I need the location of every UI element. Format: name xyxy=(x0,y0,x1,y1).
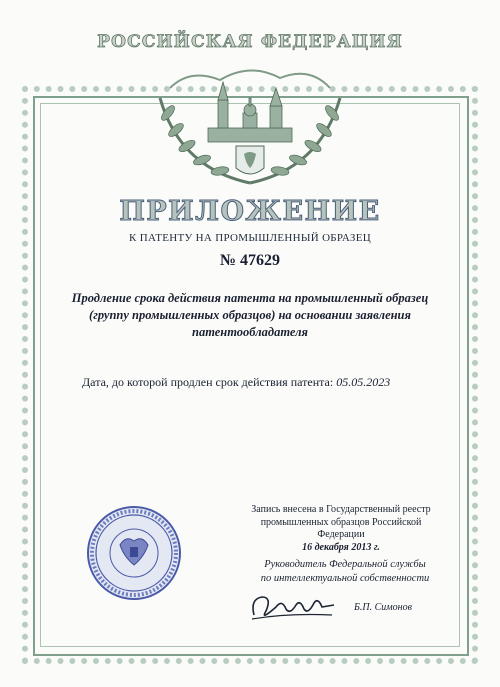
extension-heading xyxy=(70,290,430,341)
extension-date-line xyxy=(82,375,442,390)
registry-note xyxy=(236,504,446,554)
document-subtitle: К ПАТЕНТУ НА ПРОМЫШЛЕННЫЙ ОБРАЗЕЦ xyxy=(129,232,371,244)
patent-number: № 47629 xyxy=(219,252,281,269)
registry-line: промышленных образцов Российской Федерации xyxy=(260,516,422,540)
official-seal-icon xyxy=(86,505,182,601)
registry-date: 16 декабря 2013 г. xyxy=(302,541,380,553)
document-title: ПРИЛОЖЕНИЕ xyxy=(119,196,381,227)
kremlin-emblem-icon xyxy=(140,58,360,198)
position-line: Руководитель Федеральной службы xyxy=(264,559,426,570)
heading-line: (группу промышленных образцов) на основании заявления xyxy=(89,308,411,322)
handwritten-signature xyxy=(248,585,338,625)
heading-line: Продление срока действия патента на промышленный образец xyxy=(71,291,429,305)
position-line: по интеллектуальной собственности xyxy=(260,573,430,584)
country-header: РОССИЙСКАЯ ФЕДЕРАЦИЯ xyxy=(97,32,403,52)
signatory-position xyxy=(255,558,435,586)
heading-line: патентообладателя xyxy=(192,325,308,339)
registry-line: Запись внесена в Государственный реестр xyxy=(251,504,431,515)
signatory-name: Б.П. Симонов xyxy=(354,602,412,613)
date-label: Дата, до которой продлен срок действия патента: xyxy=(82,375,334,389)
date-value: 05.05.2023 xyxy=(336,375,391,389)
